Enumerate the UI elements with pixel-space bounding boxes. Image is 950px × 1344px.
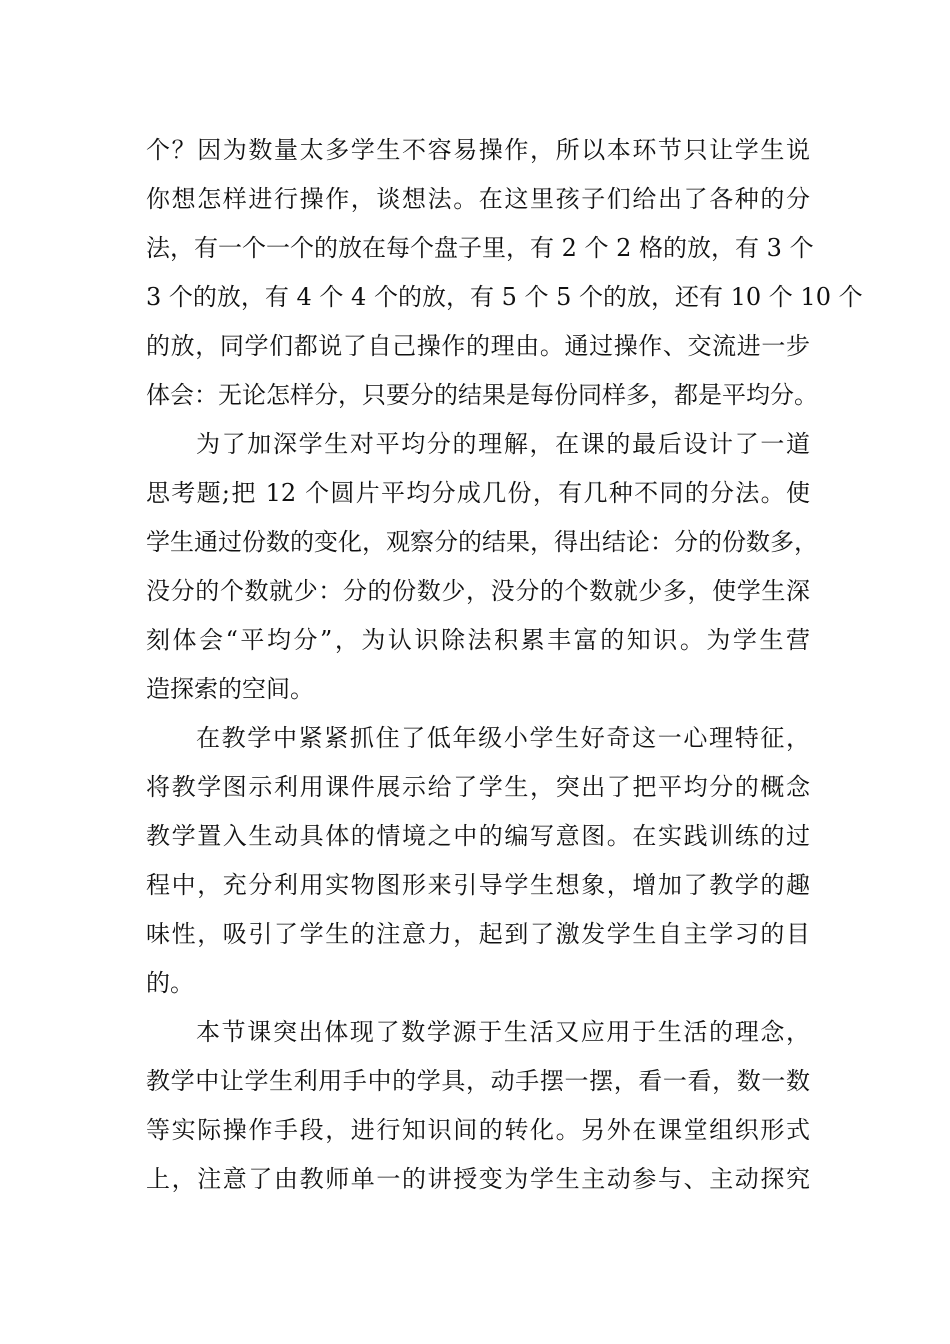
text-line: 等实际操作手段，进行知识间的转化。另外在课堂组织形式 <box>146 1116 810 1144</box>
text-line: 程中，充分利用实物图形来引导学生想象，增加了教学的趣 <box>146 871 810 899</box>
text-line: 教学置入生动具体的情境之中的编写意图。在实践训练的过 <box>146 822 810 850</box>
paragraph-4 <box>146 1008 810 1204</box>
text-line: 没分的个数就少：分的份数少，没分的个数就少多，使学生深 <box>146 577 810 605</box>
body-text <box>146 126 863 1204</box>
text-line: 上，注意了由教师单一的讲授变为学生主动参与、主动探究 <box>146 1165 810 1193</box>
text-line: 在教学中紧紧抓住了低年级小学生好奇这一心理特征， <box>196 724 810 752</box>
text-line: 本节课突出体现了数学源于生活又应用于生活的理念， <box>196 1018 810 1046</box>
text-line: 为了加深学生对平均分的理解，在课的最后设计了一道 <box>196 430 810 458</box>
text-line: 教学中让学生利用手中的学具，动手摆一摆，看一看，数一数 <box>146 1067 810 1095</box>
text-line: 刻体会“平均分”，为认识除法积累丰富的知识。为学生营 <box>146 626 810 654</box>
text-line: 将教学图示利用课件展示给了学生，突出了把平均分的概念 <box>146 773 810 801</box>
text-line: 思考题;把 12 个圆片平均分成几份，有几种不同的分法。使 <box>146 479 810 507</box>
paragraph-3 <box>146 714 810 1008</box>
text-line: 法，有一个一个的放在每个盘子里，有 2 个 2 格的放，有 3 个 <box>146 234 814 262</box>
text-line: 味性，吸引了学生的注意力，起到了激发学生自主学习的目 <box>146 920 810 948</box>
text-line: 个？因为数量太多学生不容易操作，所以本环节只让学生说 <box>146 136 810 164</box>
text-line: 学生通过份数的变化，观察分的结果，得出结论：分的份数多， <box>146 528 818 556</box>
text-line: 造探索的空间。 <box>146 675 314 703</box>
paragraph-2 <box>146 420 818 714</box>
text-line: 的。 <box>146 969 194 997</box>
paragraph-1 <box>146 126 863 420</box>
text-line: 体会：无论怎样分，只要分的结果是每份同样多，都是平均分。 <box>146 381 818 409</box>
text-line: 的放，同学们都说了自己操作的理由。通过操作、交流进一步 <box>146 332 810 360</box>
text-line: 3 个的放，有 4 个 4 个的放，有 5 个 5 个的放，还有 10 个 10 个 <box>146 283 863 311</box>
text-line: 你想怎样进行操作，谈想法。在这里孩子们给出了各种的分 <box>146 185 810 213</box>
